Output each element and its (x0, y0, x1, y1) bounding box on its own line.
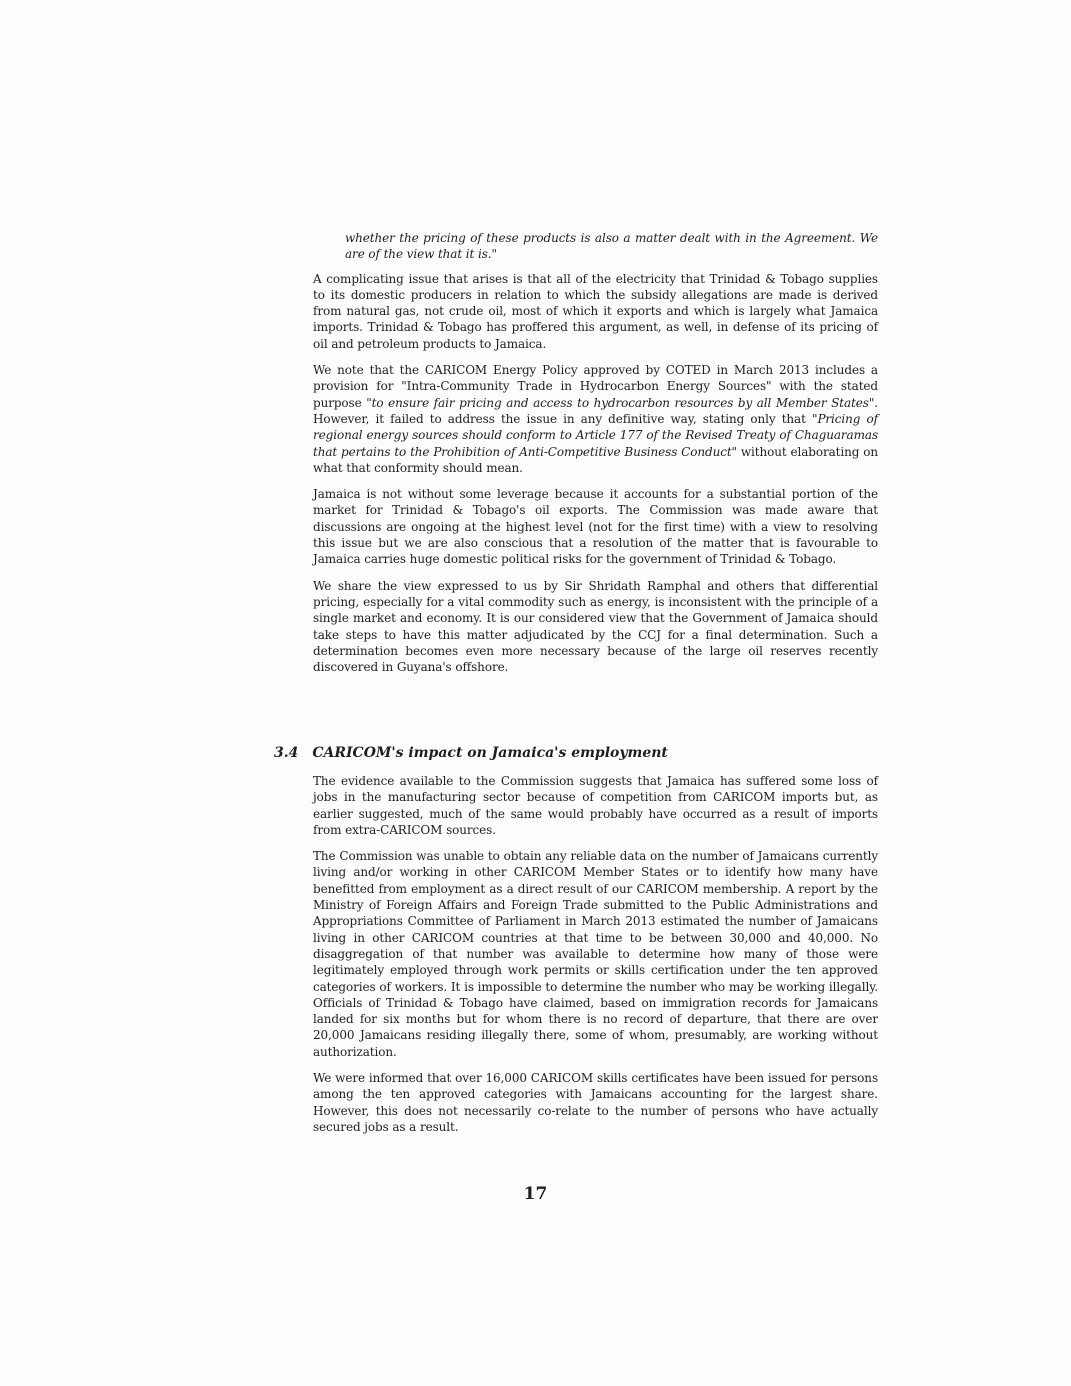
section-title: CARICOM's impact on Jamaica's employment (312, 745, 668, 761)
quote-continuation (345, 230, 878, 263)
paragraph-electricity: A complicating issue that arises is that all of the electricity that Trinidad & Tobago supplies to its domestic producers in relation to which the subsidy allegations are made is derived from natural gas, not crude oil, most of which it exports and which is largely what Jamaica imports. Trinidad & Tobago has proffered this argument, as well, in defense of its pricing of oil and petroleum products to Jamaica. (313, 271, 878, 351)
paragraph-data: The Commission was unable to obtain any reliable data on the number of Jamaicans currently living and/or working in other CARICOM Member States or to identify how many have benefitted from employment as a direct result of our CARICOM membership. A report by the Ministry of Foreign Affairs and Foreign Trade submitted to the Public Administrations and Appropriations Committee of Parliament in March 2013 estimated the number of Jamaicans living in other CARICOM countries at that time to be between 30,000 and 40,000. No disaggregation of that number was available to determine how many of those were legitimately employed through work permits or skills certification under the ten approved categories of workers. It is impossible to determine the number who may be working illegally. Officials of Trinidad & Tobago have claimed, based on immigration records for Jamaicans landed for six months but for whom there is no record of departure, that there are over 20,000 Jamaicans residing illegally there, some of whom, presumably, are working without authorization. (313, 849, 878, 1059)
paragraph-energy-policy (313, 362, 878, 476)
section-number: 3.4 (274, 745, 299, 761)
paragraph-evidence: The evidence available to the Commission suggests that Jamaica has suffered some loss of jobs in the manufacturing sector because of competition from CARICOM imports but, as earlier suggested, much of the same would probably have occurred as a result of imports from extra-CARICOM sources. (313, 774, 878, 837)
section-heading (274, 745, 668, 761)
quote-text: whether the pricing of these products is also a matter dealt with in the Agreement. We are of the view that it is." (345, 231, 878, 262)
section-content (313, 773, 878, 1145)
page-number: 17 (523, 1184, 548, 1204)
energy-policy-text-1: We note that the CARICOM Energy Policy approved by COTED in March 2013 includes a provision for "Intra-Community Trade in Hydrocarbon Energy Sources" with the stated purpose " (313, 363, 878, 410)
energy-policy-text-3: " without elaborating on what that conformity should mean. (313, 444, 878, 475)
energy-policy-italic-2: Pricing of regional energy sources should conform to Article 177 of the Revised Treaty of Chaguaramas that pertains to the Prohibition of Anti-Competitive Business Conduct (313, 411, 878, 459)
energy-policy-italic-1: to ensure fair pricing and access to hydrocarbon resources by all Member States (371, 395, 869, 410)
top-content (313, 230, 878, 685)
energy-policy-text-2: ". However, it failed to address the issue in any definitive way, stating only that " (313, 395, 879, 426)
paragraph-differential-pricing: We share the view expressed to us by Sir Shridath Ramphal and others that differential pricing, especially for a vital commodity such as energy, is inconsistent with the principle of a single market and economy. It is our considered view that the Government of Jamaica should take steps to have this matter adjudicated by the CCJ for a final determination. Such a determination becomes even more necessary because of the large oil reserves recently discovered in Guyana's offshore. (313, 578, 878, 675)
paragraph-leverage: Jamaica is not without some leverage because it accounts for a substantial portion of the market for Trinidad & Tobago's oil exports. The Commission was made aware that discussions are ongoing at the highest level (not for the first time) with a view to resolving this issue but we are also conscious that a resolution of the matter that is favourable to Jamaica carries huge domestic political risks for the government of Trinidad & Tobago. (313, 487, 878, 567)
paragraph-certificates: We were informed that over 16,000 CARICOM skills certificates have been issued for persons among the ten approved categories with Jamaicans accounting for the largest share. However, this does not necessarily co-relate to the number of persons who have actually secured jobs as a result. (313, 1071, 878, 1134)
